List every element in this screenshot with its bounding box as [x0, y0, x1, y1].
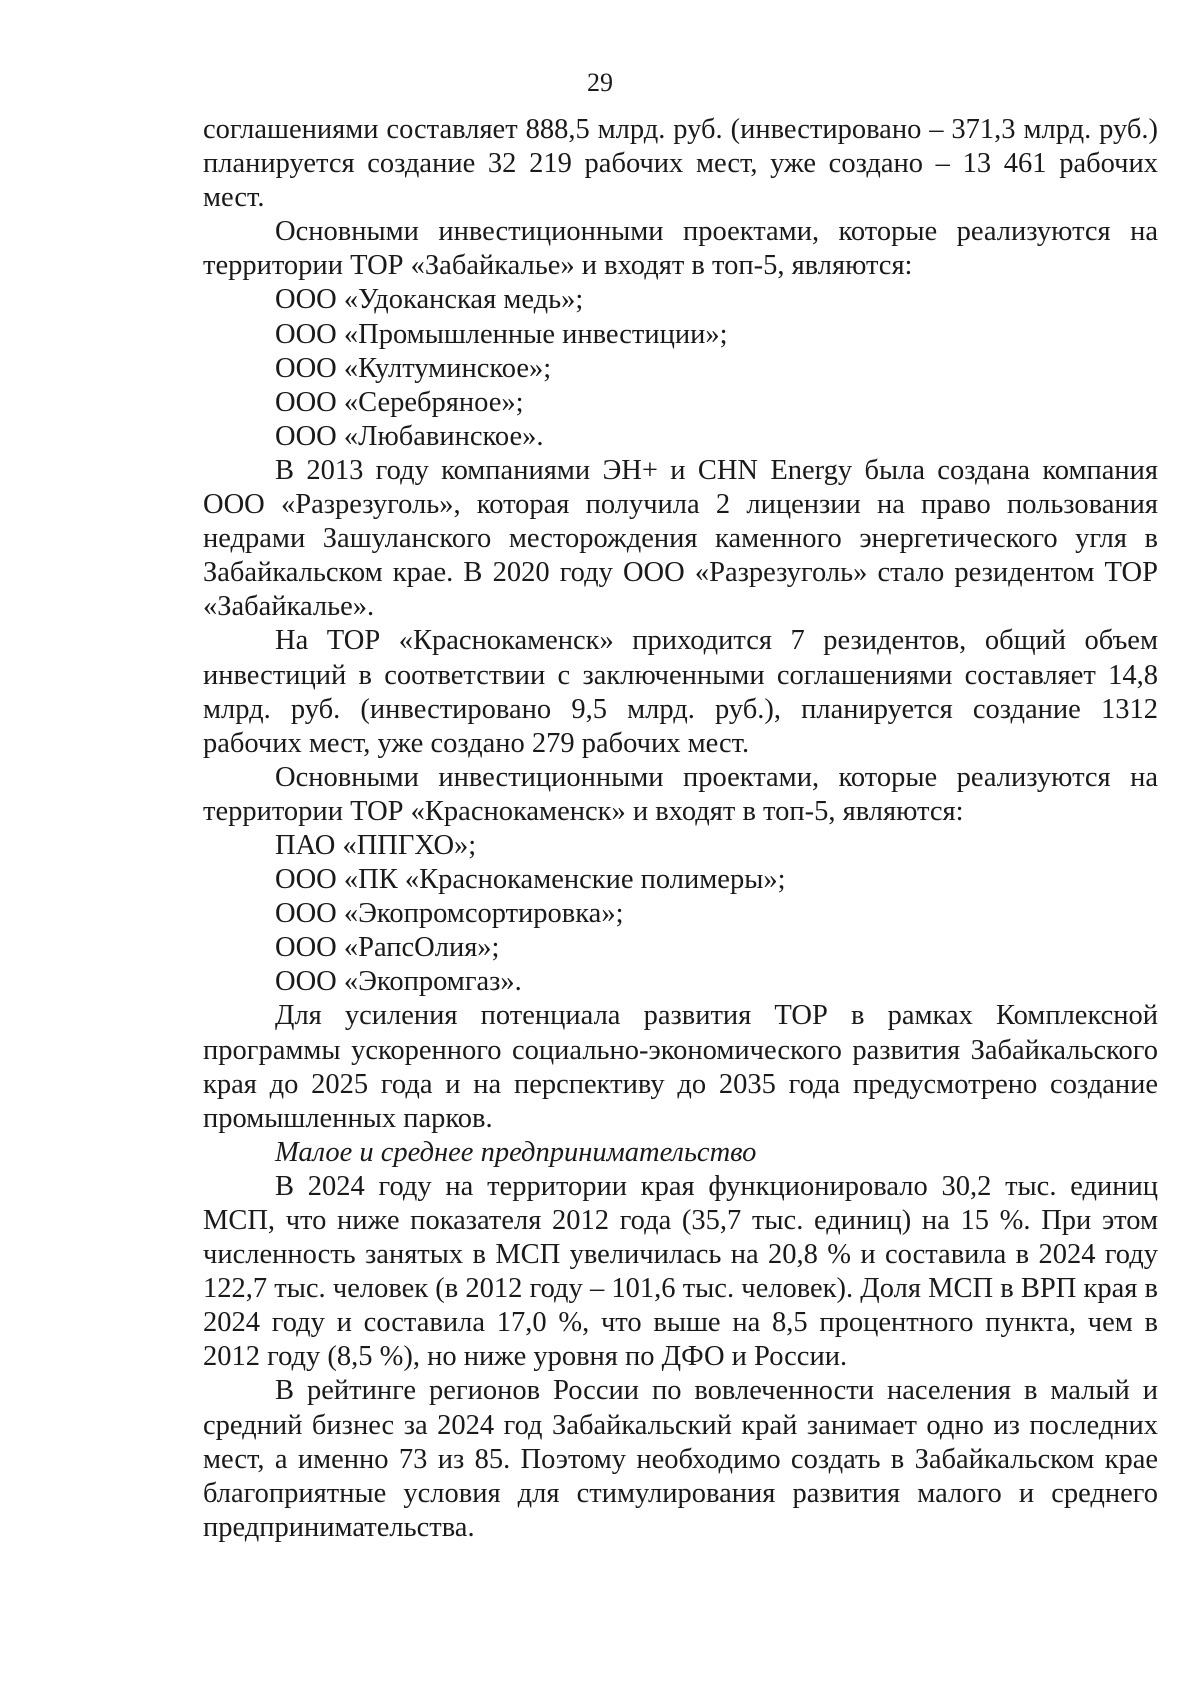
section-heading-msp: Малое и среднее предпринимательство: [275, 1136, 757, 1168]
list-item: ООО «Култуминское»;: [275, 352, 552, 384]
list-item: ПАО «ППГХО»;: [275, 829, 477, 861]
document-body: [203, 113, 1158, 1545]
list-item: ООО «Промышленные инвестиции»;: [275, 318, 728, 350]
list-item: ООО «ПК «Краснокаменские полимеры»;: [275, 864, 786, 896]
paragraph-msp-rating: В рейтинге регионов России по вовлеченности населения в малый и средний бизнес за 2024 год Забайкальский край занимает одно из последних мест, а именно 73 из 85. Поэтому необходимо создать в Забайкальском крае благоприятные условия для стимулирования развития малого и среднего предпринимательства.: [203, 1375, 1158, 1543]
list-item: ООО «Экопромсортировка»;: [275, 898, 624, 930]
paragraph-krasnokamensk-projects-intro: Основными инвестиционными проектами, которые реализуются на территории ТОР «Краснокаменск» и входят в топ-5, являются:: [203, 761, 1158, 827]
list-item: ООО «Экопромгаз».: [275, 966, 522, 998]
list-item: ООО «РапсОлия»;: [275, 932, 500, 964]
zabaikalye-top5-list: [203, 283, 1158, 453]
paragraph-razrezugol: В 2013 году компаниями ЭН+ и CHN Energy была создана компания ООО «Разрезуголь», которая получила 2 лицензии на право пользования недрами Зашуланского месторождения каменного энергетического угля в Забайкальском крае. В 2020 году ООО «Разрезуголь» стало резидентом ТОР «Забайкалье».: [203, 454, 1158, 623]
page-number: 29: [587, 68, 613, 97]
paragraph-continuation: соглашениями составляет 888,5 млрд. руб. (инвестировано – 371,3 млрд. руб.) планируется создание 32 219 рабочих мест, уже создано – 13 461 рабочих мест.: [203, 114, 1158, 214]
list-item: ООО «Любавинское».: [275, 420, 544, 452]
paragraph-krasnokamensk-residents: На ТОР «Краснокаменск» приходится 7 резидентов, общий объем инвестиций в соответствии с заключенными соглашениями составляет 14,8 млрд. руб. (инвестировано 9,5 млрд. руб.), планируется создание 1312 рабочих мест, уже создано 279 рабочих мест.: [203, 625, 1158, 759]
paragraph-msp-statistics: В 2024 году на территории края функционировало 30,2 тыс. единиц МСП, что ниже показателя 2012 года (35,7 тыс. единиц) на 15 %. При этом численность занятых в МСП увеличилась на 20,8 % и составила в 2024 году 122,7 тыс. человек (в 2012 году – 101,6 тыс. человек). Доля МСП в ВРП края в 2024 году и составила 17,0 %, что выше на 8,5 процентного пункта, чем в 2012 году (8,5 %), но ниже уровня по ДФО и России.: [203, 1170, 1158, 1373]
list-item: ООО «Удоканская медь»;: [275, 284, 584, 316]
list-item: ООО «Серебряное»;: [275, 386, 524, 418]
paragraph-zabaikalye-projects-intro: Основными инвестиционными проектами, которые реализуются на территории ТОР «Забайкалье» и входят в топ-5, являются:: [203, 216, 1158, 282]
paragraph-industrial-parks: Для усиления потенциала развития ТОР в рамках Комплексной программы ускоренного социально-экономического развития Забайкальского края до 2025 года и на перспективу до 2035 года предусмотрено создание промышленных парков.: [203, 1000, 1158, 1134]
krasnokamensk-top5-list: [203, 829, 1158, 999]
